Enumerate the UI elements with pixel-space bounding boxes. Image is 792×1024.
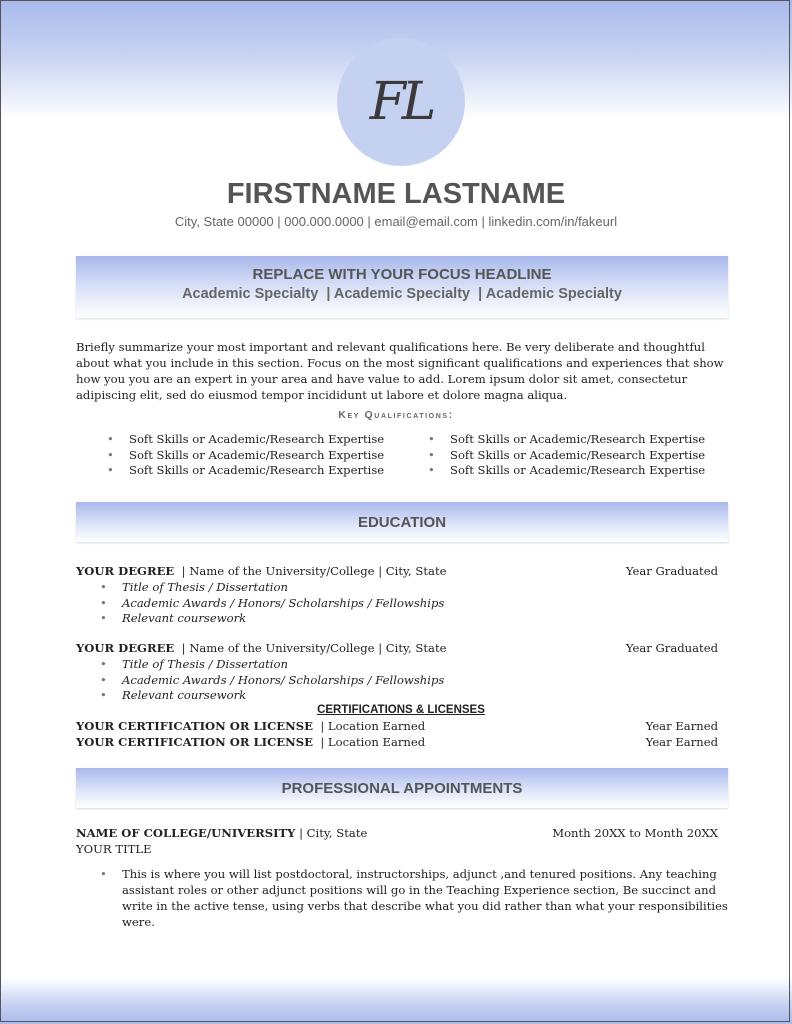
footer-gradient	[0, 978, 792, 1024]
academic-specialties: Academic Specialty | Academic Specialty | Academic Specialty	[182, 286, 622, 302]
certification-location: | Location Earned	[312, 735, 426, 749]
certification-name: YOUR CERTIFICATION OR LICENSE	[76, 719, 313, 733]
monogram-badge	[337, 38, 465, 166]
certification-location: | Location Earned	[312, 719, 426, 733]
list-item: • Soft Skills or Academic/Research Expertise	[107, 448, 384, 464]
appointment-dates: Month 20XX to Month 20XX	[552, 826, 718, 840]
education-details-list	[100, 657, 444, 704]
education-details-list	[100, 580, 444, 627]
key-qualifications-label: Key Qualifications:	[338, 409, 454, 421]
summary-paragraph: Briefly summarize your most important and relevant qualifications here. Be very deliberate and thoughtful about what you include in this section. Focus on the most significant qualifications and experiences that show how you you are an expert in your area and have value to add. Lorem ipsum dolor sit amet, consectetur adipiscing elit, sed do eiusmod tempor incididunt ut labore et dolore magna aliqua.	[76, 340, 724, 402]
degree-name: YOUR DEGREE	[76, 641, 175, 655]
list-item: • Soft Skills or Academic/Research Expertise	[428, 463, 705, 479]
list-item: • Relevant coursework	[100, 611, 444, 627]
key-qualifications-right	[428, 432, 705, 479]
year-graduated: Year Graduated	[625, 564, 718, 578]
appointment-title: YOUR TITLE	[76, 842, 152, 856]
focus-headline-band	[76, 256, 728, 318]
list-item: • Soft Skills or Academic/Research Expertise	[428, 432, 705, 448]
appointments-band	[76, 768, 728, 808]
list-item: • Academic Awards / Honors/ Scholarships / Fellowships	[100, 673, 444, 689]
year-earned: Year Earned	[645, 735, 718, 749]
list-item: • Soft Skills or Academic/Research Expertise	[428, 448, 705, 464]
applicant-name: FIRSTNAME LASTNAME	[226, 178, 566, 210]
college-name: NAME OF COLLEGE/UNIVERSITY	[76, 826, 296, 840]
degree-details: | Name of the University/College | City, State	[174, 564, 447, 578]
college-location: | City, State	[295, 826, 368, 840]
year-graduated: Year Graduated	[625, 641, 718, 655]
certification-row	[76, 735, 718, 751]
list-item: • Soft Skills or Academic/Research Expertise	[107, 463, 384, 479]
key-qualifications-left	[107, 432, 384, 479]
list-item: • Soft Skills or Academic/Research Expertise	[107, 432, 384, 448]
appointment-entry	[76, 826, 718, 842]
focus-headline: REPLACE WITH YOUR FOCUS HEADLINE	[252, 266, 552, 283]
degree-details: | Name of the University/College | City, State	[174, 641, 447, 655]
monogram-text: FL	[369, 72, 433, 132]
list-item: • Relevant coursework	[100, 688, 444, 704]
education-entry	[76, 564, 718, 580]
contact-line: City, State 00000 | 000.000.0000 | email@email.com | linkedin.com/in/fakeurl	[174, 214, 618, 229]
list-item: • Title of Thesis / Dissertation	[100, 580, 444, 596]
certification-name: YOUR CERTIFICATION OR LICENSE	[76, 735, 313, 749]
section-title: EDUCATION	[357, 514, 447, 531]
section-title: PROFESSIONAL APPOINTMENTS	[281, 780, 523, 797]
appointment-description: • This is where you will list postdoctoral, instructorships, adjunct ,and tenured positions. Any teaching assistant roles or other adjunct positions will go in the Teaching Experience section, Be succinct and write in the active tense, using verbs that describe what you did rather than what your responsibilities were.	[100, 866, 742, 930]
list-item: • Academic Awards / Honors/ Scholarships / Fellowships	[100, 596, 444, 612]
year-earned: Year Earned	[645, 719, 718, 733]
list-item: • Title of Thesis / Dissertation	[100, 657, 444, 673]
education-entry	[76, 641, 718, 657]
certification-row	[76, 719, 718, 735]
degree-name: YOUR DEGREE	[76, 564, 175, 578]
education-band	[76, 502, 728, 542]
certifications-heading: CERTIFICATIONS & LICENSES	[317, 704, 485, 716]
